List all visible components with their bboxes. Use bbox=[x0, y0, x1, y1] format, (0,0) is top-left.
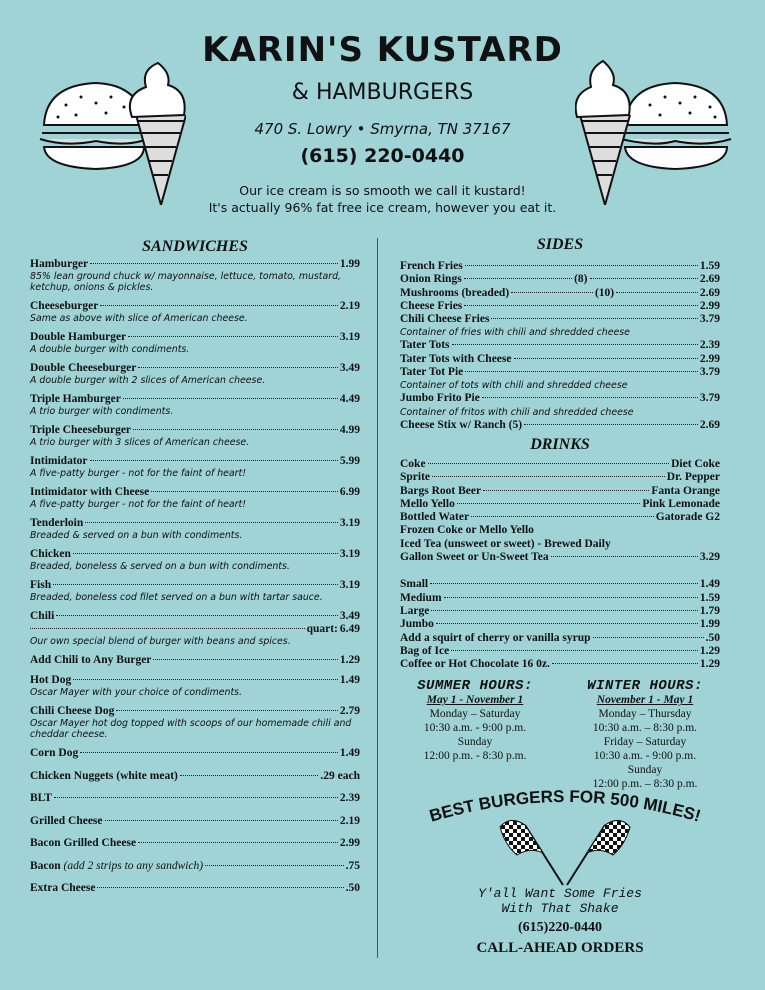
item-name: Chili Cheese Dog bbox=[30, 705, 115, 717]
fries-shake-slogan bbox=[400, 886, 720, 916]
item-price: 2.19 bbox=[339, 814, 360, 827]
item-name: Tater Tots with Cheese bbox=[400, 352, 512, 365]
restaurant-subtitle: & HAMBURGERS bbox=[291, 80, 474, 105]
item-price: 3.49 bbox=[339, 362, 360, 374]
winter-days-3: Sunday bbox=[627, 764, 663, 777]
item-qty: (10) bbox=[594, 286, 615, 299]
item-description: A double burger with condiments. bbox=[30, 344, 190, 355]
footer-phone: (615)220-0440 bbox=[518, 920, 602, 935]
leader-dots bbox=[471, 516, 654, 517]
item-price: 1.29 bbox=[699, 658, 720, 671]
summer-days-2: Sunday bbox=[457, 736, 493, 749]
drink-row bbox=[400, 458, 720, 471]
item-description: Container of tots with chili and shredded cheese bbox=[400, 380, 628, 392]
item-price: 1.99 bbox=[339, 258, 360, 270]
checkered-flags-icon bbox=[500, 820, 630, 885]
menu-item bbox=[30, 705, 360, 740]
menu-item bbox=[30, 517, 360, 541]
item-name: Tenderloin bbox=[30, 517, 84, 529]
leader-dots bbox=[431, 610, 697, 611]
item-name: Cheese Fries bbox=[400, 299, 463, 312]
item-price: 2.99 bbox=[339, 837, 360, 849]
item-name: Large bbox=[400, 604, 430, 617]
item-name: Fish bbox=[30, 579, 52, 591]
item-description: A trio burger with 3 slices of American cheese. bbox=[30, 437, 250, 448]
item-description: A trio burger with condiments. bbox=[30, 406, 174, 417]
leader-dots bbox=[54, 797, 338, 798]
item-name: Coffee or Hot Chocolate 16 0z. bbox=[400, 658, 550, 671]
slogan-line-2: With That Shake bbox=[501, 901, 619, 916]
item-name: Intimidator bbox=[30, 455, 88, 467]
side-mushrooms bbox=[400, 287, 720, 300]
item-description: Breaded, boneless & served on a bun with condiments. bbox=[30, 561, 290, 572]
leader-dots bbox=[151, 491, 338, 492]
slogan-line-1: Y'all Want Some Fries bbox=[478, 886, 642, 901]
drink-name: Pink Lemonade bbox=[642, 497, 720, 510]
sandwiches-heading: SANDWICHES bbox=[142, 238, 248, 255]
quart-label: quart: bbox=[306, 623, 338, 635]
sandwich-list-2 bbox=[30, 654, 360, 740]
menu-item bbox=[30, 837, 360, 850]
menu-item-row bbox=[30, 792, 360, 805]
item-note: (add 2 strips to any sandwich) bbox=[60, 859, 204, 872]
item-name: Intimidator with Cheese bbox=[30, 486, 150, 498]
item-description: 85% lean ground chuck w/ mayonnaise, lettuce, tomato, mustard, ketchup, onions & pickles. bbox=[30, 271, 342, 293]
leader-dots bbox=[483, 490, 649, 491]
side-cheese-fries bbox=[400, 300, 720, 313]
menu-item bbox=[30, 815, 360, 828]
item-price: .50 bbox=[705, 631, 720, 644]
drink-name: Dr. Pepper bbox=[666, 471, 720, 484]
menu-item-row bbox=[30, 300, 360, 313]
item-price: 2.69 bbox=[699, 286, 721, 299]
side-cheese-stix bbox=[400, 419, 720, 432]
menu-item-row bbox=[30, 705, 360, 718]
leader-dots bbox=[593, 637, 704, 638]
leader-dots bbox=[105, 820, 338, 821]
item-name: Bacon (add 2 strips to any sandwich) bbox=[30, 859, 204, 872]
menu-item-row bbox=[30, 837, 360, 850]
menu-item bbox=[30, 331, 360, 355]
tagline-line-1: Our ice cream is so smooth we call it kustard! bbox=[239, 183, 526, 198]
item-price: 3.19 bbox=[339, 331, 360, 343]
menu-item-row bbox=[30, 548, 360, 561]
item-name: Bacon Grilled Cheese bbox=[30, 837, 137, 849]
menu-item-row bbox=[30, 258, 360, 271]
menu-item bbox=[30, 258, 360, 293]
side-chili-cheese-fries bbox=[400, 313, 720, 326]
item-price: 3.29 bbox=[699, 551, 720, 564]
leader-dots bbox=[153, 659, 337, 660]
item-description: A five-patty burger - not for the faint of heart! bbox=[30, 468, 246, 479]
menu-item-row bbox=[30, 654, 360, 667]
item-name: Grilled Cheese bbox=[30, 814, 103, 827]
menu-item-row bbox=[30, 517, 360, 530]
leader-dots bbox=[90, 460, 338, 461]
leader-dots bbox=[180, 775, 319, 776]
leader-dots bbox=[552, 663, 698, 664]
item-description: Container of fritos with chili and shredded cheese bbox=[400, 406, 634, 418]
item-name: Chili bbox=[30, 610, 55, 622]
item-name: Cheese Stix w/ Ranch (5) bbox=[400, 418, 523, 431]
drink-size-row bbox=[400, 605, 720, 618]
drink-frozen: Frozen Coke or Mello Yello bbox=[400, 524, 534, 537]
leader-dots bbox=[73, 679, 338, 680]
summer-range: May 1 - November 1 bbox=[426, 694, 524, 707]
menu-item-row bbox=[30, 674, 360, 687]
item-price: 1.59 bbox=[699, 260, 720, 272]
drinks-list bbox=[400, 458, 720, 671]
leader-dots bbox=[436, 623, 698, 624]
summer-days-1: Monday – Saturday bbox=[429, 708, 521, 721]
item-name: Medium bbox=[400, 591, 442, 604]
menu-item-row bbox=[30, 486, 360, 499]
svg-text:BEST BURGERS FOR 500 MILES! bbox=[427, 787, 703, 826]
item-name: Tater Tot Pie bbox=[400, 366, 464, 379]
tagline-line-2: It's actually 96% fat free ice cream, however you eat it. bbox=[208, 200, 557, 215]
item-name: Double Hamburger bbox=[30, 331, 127, 343]
item-description: Our own special blend of burger with beans and spices. bbox=[30, 636, 291, 647]
item-name: Hamburger bbox=[30, 258, 89, 270]
drink-row bbox=[400, 485, 720, 498]
phone-number: (615) 220-0440 bbox=[300, 145, 465, 167]
item-price: 4.49 bbox=[339, 393, 360, 405]
menu-item bbox=[30, 548, 360, 572]
leader-dots bbox=[133, 429, 338, 430]
item-price: 6.99 bbox=[339, 486, 360, 498]
winter-hours-heading: WINTER HOURS: bbox=[587, 678, 703, 695]
menu-item-row bbox=[30, 815, 360, 828]
leader-dots bbox=[430, 583, 698, 584]
menu-item bbox=[30, 486, 360, 510]
leader-dots bbox=[116, 710, 338, 711]
item-price: 1.49 bbox=[339, 747, 360, 759]
item-price: 3.79 bbox=[699, 313, 720, 326]
menu-item bbox=[30, 770, 360, 783]
drink-size-row bbox=[400, 632, 720, 645]
menu-item-chili bbox=[30, 610, 360, 647]
item-price: 3.79 bbox=[699, 392, 720, 405]
leader-dots bbox=[73, 553, 338, 554]
drink-name: Sprite bbox=[400, 471, 431, 484]
item-price: 2.69 bbox=[699, 418, 720, 431]
item-price: 2.19 bbox=[339, 300, 360, 312]
side-jumbo-frito-pie bbox=[400, 392, 720, 405]
leader-dots bbox=[85, 522, 338, 523]
summer-time-1: 10:30 a.m. - 9:00 p.m. bbox=[423, 722, 527, 735]
winter-time-3: 12:00 p.m. – 8:30 p.m. bbox=[592, 778, 698, 791]
drink-size-row bbox=[400, 578, 720, 591]
menu-item-row bbox=[30, 331, 360, 344]
item-name: Small bbox=[400, 578, 429, 591]
item-description: Breaded, boneless cod filet served on a bun with tartar sauce. bbox=[30, 592, 323, 603]
item-name: Bag of Ice bbox=[400, 644, 450, 657]
sandwich-list-3 bbox=[30, 747, 360, 895]
side-tater-tots-cheese bbox=[400, 353, 720, 366]
summer-time-2: 12:00 p.m. - 8:30 p.m. bbox=[423, 750, 527, 763]
menu-item bbox=[30, 362, 360, 386]
menu-item bbox=[30, 579, 360, 603]
leader-dots bbox=[457, 503, 641, 504]
menu-item bbox=[30, 792, 360, 805]
item-price: 1.29 bbox=[699, 644, 720, 657]
item-price: 5.99 bbox=[339, 455, 360, 467]
drink-row bbox=[400, 471, 720, 484]
item-price: .29 each bbox=[320, 769, 360, 782]
menu-item-row bbox=[30, 455, 360, 468]
drink-size-row bbox=[400, 592, 720, 605]
drink-name: Gatorade G2 bbox=[655, 511, 720, 524]
item-description: Container of fries with chili and shredded cheese bbox=[400, 327, 630, 339]
item-price: 1.29 bbox=[339, 654, 360, 666]
drink-name: Fanta Orange bbox=[651, 484, 720, 497]
sides-list bbox=[400, 260, 720, 432]
menu-item-row bbox=[30, 860, 360, 873]
item-name: Add a squirt of cherry or vanilla syrup bbox=[400, 631, 591, 644]
item-description: A five-patty burger - not for the faint of heart! bbox=[30, 499, 246, 510]
leader-dots bbox=[123, 398, 338, 399]
menu-item bbox=[30, 300, 360, 324]
item-name: Tater Tots bbox=[400, 339, 450, 352]
leader-dots bbox=[100, 305, 338, 306]
side-tater-tots bbox=[400, 339, 720, 352]
item-name: Triple Hamburger bbox=[30, 393, 121, 405]
banner-text: BEST BURGERS FOR 500 MILES! bbox=[427, 786, 703, 826]
item-price: 2.99 bbox=[699, 352, 720, 365]
winter-hours bbox=[570, 679, 720, 791]
leader-dots bbox=[444, 597, 698, 598]
winter-days-2: Friday – Saturday bbox=[603, 736, 687, 749]
tagline bbox=[0, 182, 765, 216]
menu-item-row bbox=[30, 882, 360, 895]
item-price: 3.49 bbox=[339, 610, 360, 622]
leader-dots bbox=[451, 650, 698, 651]
item-qty: (8) bbox=[574, 273, 588, 286]
item-price: 2.99 bbox=[699, 299, 720, 312]
item-price: 2.39 bbox=[339, 792, 360, 804]
item-price: 2.79 bbox=[339, 705, 360, 717]
item-price: 1.59 bbox=[699, 591, 720, 604]
drink-size-row bbox=[400, 645, 720, 658]
leader-dots bbox=[138, 842, 338, 843]
item-price: 3.19 bbox=[339, 517, 360, 529]
item-price: 4.99 bbox=[339, 424, 360, 436]
menu-item bbox=[30, 654, 360, 667]
item-name: Onion Rings bbox=[400, 273, 462, 286]
menu-item-row bbox=[30, 424, 360, 437]
item-name: Jumbo Frito Pie bbox=[400, 392, 480, 405]
item-price: .75 bbox=[345, 859, 360, 872]
item-price: .50 bbox=[345, 882, 360, 894]
item-name: French Fries bbox=[400, 260, 463, 272]
item-price: 2.39 bbox=[699, 339, 720, 352]
hours-section bbox=[400, 679, 720, 791]
item-price: 1.49 bbox=[339, 674, 360, 686]
leader-dots bbox=[138, 367, 338, 368]
quart-price: 6.49 bbox=[339, 623, 360, 635]
leader-dots bbox=[205, 865, 343, 866]
item-price: 3.79 bbox=[699, 366, 720, 379]
item-name: Chili Cheese Fries bbox=[400, 313, 490, 326]
item-name: Mushrooms (breaded) bbox=[400, 286, 510, 299]
item-name: Jumbo bbox=[400, 618, 434, 631]
drink-pairs bbox=[400, 458, 720, 524]
menu-item bbox=[30, 882, 360, 895]
sandwich-list bbox=[30, 258, 360, 603]
item-name: Gallon Sweet or Un-Sweet Tea bbox=[400, 551, 549, 564]
item-description: Breaded & served on a bun with condiments. bbox=[30, 530, 243, 541]
side-onion-rings bbox=[400, 273, 720, 286]
leader-dots bbox=[128, 336, 338, 337]
menu-item bbox=[30, 674, 360, 698]
menu-item-row bbox=[30, 747, 360, 760]
restaurant-title: KARIN'S KUSTARD bbox=[202, 30, 563, 70]
side-tater-tot-pie bbox=[400, 366, 720, 379]
summer-hours-heading: SUMMER HOURS: bbox=[417, 678, 533, 695]
leader-dots bbox=[428, 463, 670, 464]
item-price: 1.49 bbox=[699, 578, 720, 591]
drink-iced-tea: Iced Tea (unsweet or sweet) - Brewed Daily bbox=[400, 537, 611, 550]
item-price: 1.79 bbox=[699, 604, 720, 617]
item-name: BLT bbox=[30, 792, 52, 804]
leader-dots bbox=[90, 263, 338, 264]
item-name: Chicken Nuggets (white meat) bbox=[30, 769, 178, 782]
winter-range: November 1 - May 1 bbox=[596, 694, 694, 707]
leader-dots bbox=[97, 887, 343, 888]
drink-name: Mello Yello bbox=[400, 497, 455, 510]
item-name: Add Chili to Any Burger bbox=[30, 654, 152, 666]
column-divider bbox=[377, 238, 378, 958]
item-description: Same as above with slice of American cheese. bbox=[30, 313, 248, 324]
item-price: 3.19 bbox=[339, 579, 360, 591]
winter-days-1: Monday – Thursday bbox=[598, 708, 692, 721]
drink-row bbox=[400, 498, 720, 511]
item-name: Cheeseburger bbox=[30, 300, 99, 312]
menu-item-row bbox=[30, 393, 360, 406]
leader-dots bbox=[53, 584, 338, 585]
address: 470 S. Lowry • Smyrna, TN 37167 bbox=[254, 120, 511, 138]
leader-dots bbox=[432, 476, 665, 477]
side-french-fries bbox=[400, 260, 720, 273]
winter-time-2: 10:30 a.m. - 9:00 p.m. bbox=[593, 750, 697, 763]
menu-item bbox=[30, 424, 360, 448]
menu-item-row bbox=[30, 770, 360, 783]
drink-name: Bottled Water bbox=[400, 511, 470, 524]
item-description: A double burger with 2 slices of American cheese. bbox=[30, 375, 266, 386]
leader-dots bbox=[80, 752, 338, 753]
winter-time-1: 10:30 a.m. – 8:30 p.m. bbox=[592, 722, 698, 735]
best-burgers-banner bbox=[405, 785, 725, 895]
menu-item bbox=[30, 747, 360, 760]
drink-sizes bbox=[400, 578, 720, 671]
drink-size-row bbox=[400, 658, 720, 671]
drink-row bbox=[400, 511, 720, 524]
item-name: Corn Dog bbox=[30, 747, 79, 759]
summer-hours bbox=[400, 679, 550, 791]
drink-name: Bargs Root Beer bbox=[400, 484, 482, 497]
drink-size-row bbox=[400, 618, 720, 631]
item-name: Triple Cheeseburger bbox=[30, 424, 132, 436]
menu-item bbox=[30, 860, 360, 873]
item-name: Double Cheeseburger bbox=[30, 362, 137, 374]
item-name: Hot Dog bbox=[30, 674, 72, 686]
drink-name: Diet Coke bbox=[671, 457, 720, 470]
item-price: 3.19 bbox=[339, 548, 360, 560]
sandwiches-section bbox=[30, 238, 360, 905]
item-description: Oscar Mayer hot dog topped with scoops of our homemade chili and cheddar cheese. bbox=[30, 718, 352, 740]
item-description: Oscar Mayer with your choice of condiments. bbox=[30, 687, 243, 698]
item-name: Extra Cheese bbox=[30, 882, 96, 894]
drinks-heading: DRINKS bbox=[530, 435, 590, 453]
menu-item bbox=[30, 455, 360, 479]
menu-item-row bbox=[30, 579, 360, 592]
drink-gallon-tea bbox=[400, 551, 720, 564]
drink-name: Coke bbox=[400, 457, 426, 470]
item-price: 2.69 bbox=[699, 273, 721, 286]
call-ahead-orders: CALL-AHEAD ORDERS bbox=[476, 940, 644, 956]
item-price: 1.99 bbox=[699, 618, 720, 631]
right-column bbox=[400, 236, 720, 791]
menu-item-row bbox=[30, 362, 360, 375]
sides-heading: SIDES bbox=[536, 236, 584, 253]
menu-item bbox=[30, 393, 360, 417]
item-name: Chicken bbox=[30, 548, 71, 560]
